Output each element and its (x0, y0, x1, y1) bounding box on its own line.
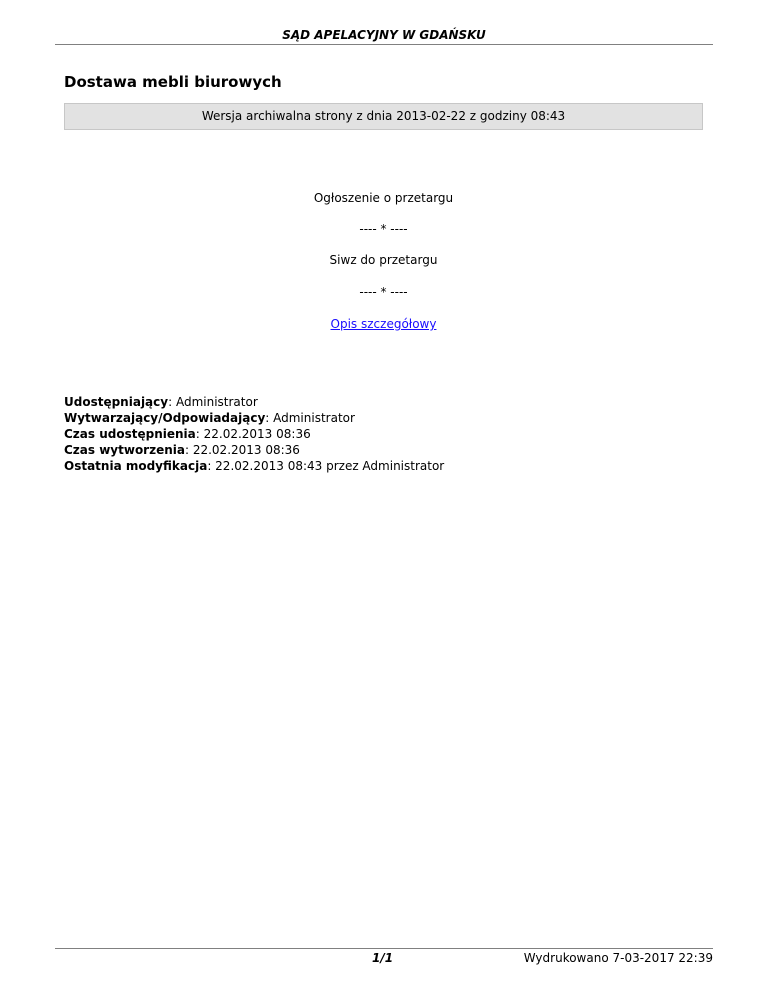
metadata-label: Czas udostępnienia (64, 427, 196, 441)
metadata-label: Ostatnia modyfikacja (64, 459, 208, 473)
metadata-line (64, 426, 444, 442)
page-title: Dostawa mebli biurowych (64, 73, 282, 91)
metadata-block (64, 394, 444, 474)
archive-notice: Wersja archiwalna strony z dnia 2013-02-22 z godziny 08:43 (64, 103, 703, 130)
metadata-value: : Administrator (168, 395, 258, 409)
metadata-label: Udostępniający (64, 395, 169, 409)
metadata-line (64, 458, 444, 474)
metadata-value: : Administrator (265, 411, 355, 425)
separator: ---- * ---- (359, 222, 408, 236)
siwz-text: Siwz do przetargu (329, 253, 438, 267)
metadata-line (64, 394, 444, 410)
page-number: 1/1 (372, 951, 394, 965)
header-divider (55, 44, 713, 45)
print-timestamp: Wydrukowano 7-03-2017 22:39 (523, 951, 713, 965)
details-link-row (64, 317, 703, 331)
metadata-line (64, 442, 444, 458)
announcement-text: Ogłoszenie o przetargu (313, 191, 454, 205)
metadata-label: Czas wytworzenia (64, 443, 185, 457)
metadata-value: : 22.02.2013 08:36 (195, 427, 311, 441)
metadata-value: : 22.02.2013 08:43 przez Administrator (207, 459, 445, 473)
metadata-label: Wytwarzający/Odpowiadający (64, 411, 266, 425)
footer-divider (55, 948, 713, 949)
page-header: SĄD APELACYJNY W GDAŃSKU (282, 28, 486, 42)
metadata-value: : 22.02.2013 08:36 (184, 443, 300, 457)
metadata-line (64, 410, 444, 426)
details-link[interactable]: Opis szczegółowy (330, 317, 437, 331)
separator: ---- * ---- (359, 285, 408, 299)
